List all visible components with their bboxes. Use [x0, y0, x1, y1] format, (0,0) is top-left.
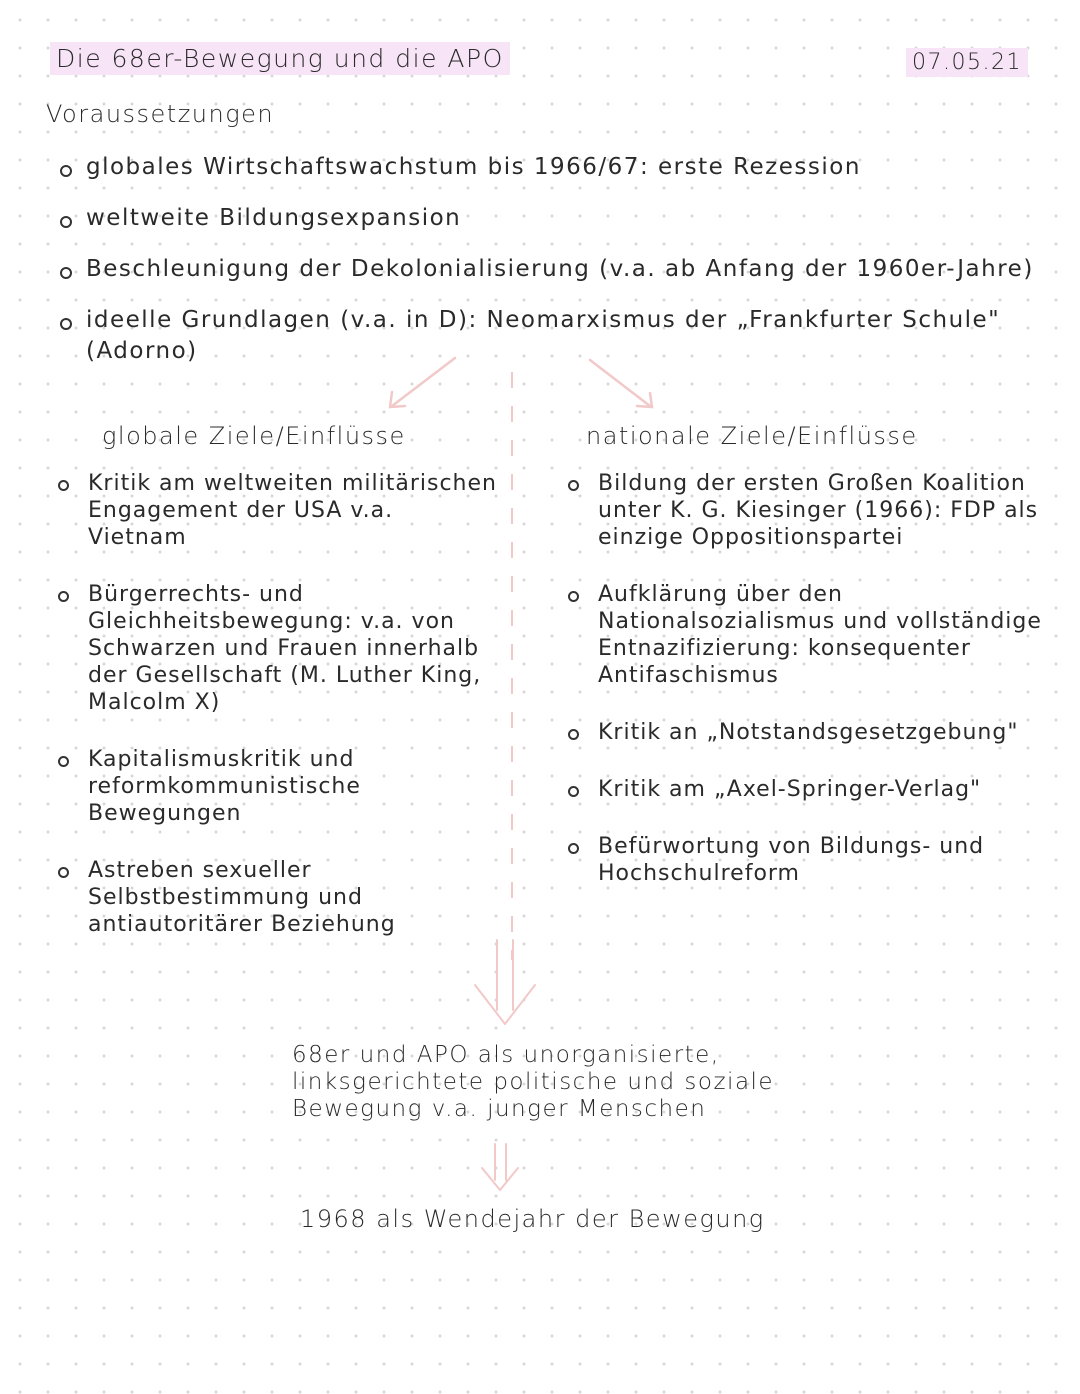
list-item: Befürwortung von Bildungs- und Hochschulreform: [568, 833, 1048, 887]
page-title: [50, 44, 510, 73]
national-heading: nationale Ziele/Einflüsse: [586, 422, 918, 450]
global-list: [58, 470, 498, 938]
preconditions-list: [58, 152, 1058, 387]
list-item: Aufklärung über den Nationalsozialismus und vollständige Entnazifizierung: konsequenter Antifaschismus: [568, 581, 1048, 689]
list-item: Kritik an „Notstandsgesetzgebung": [568, 719, 1048, 746]
global-heading: globale Ziele/Einflüsse: [102, 422, 406, 450]
global-column: [58, 422, 498, 968]
list-item: Kritik am „Axel-Springer-Verlag": [568, 776, 1048, 803]
list-item: globales Wirtschaftswachstum bis 1966/67: erste Rezession: [58, 152, 1058, 183]
page-title-text: Die 68er-Bewegung und die APO: [50, 42, 510, 75]
list-item: Bildung der ersten Großen Koalition unter K. G. Kiesinger (1966): FDP als einzige Oppositionspartei: [568, 470, 1048, 551]
conclusion-text: 68er und APO als unorganisierte, linksgerichtete politische und soziale Bewegung v.a. junger Menschen: [292, 1042, 775, 1122]
national-list: [568, 470, 1048, 887]
arrow-to-final: [482, 1144, 518, 1190]
list-item: ideelle Grundlagen (v.a. in D): Neomarxismus der „Frankfurter Schule" (Adorno): [58, 305, 1046, 367]
list-item: Astreben sexueller Selbstbestimmung und antiautoritärer Beziehung: [58, 857, 498, 938]
final-statement: 1968 als Wendejahr der Bewegung: [300, 1205, 765, 1233]
list-item: Kritik am weltweiten militärischen Engagement der USA v.a. Vietnam: [58, 470, 498, 551]
national-column: [568, 422, 1048, 917]
preconditions-heading: Voraussetzungen: [46, 100, 275, 128]
date-label: 07.05.21: [906, 48, 1028, 77]
list-item: Bürgerrechts- und Gleichheitsbewegung: v.a. von Schwarzen und Frauen innerhalb der Gesellschaft (M. Luther King, Malcolm X): [58, 581, 498, 716]
list-item: Kapitalismuskritik und reformkommunistische Bewegungen: [58, 746, 498, 827]
list-item: weltweite Bildungsexpansion: [58, 203, 1058, 234]
list-item: Beschleunigung der Dekolonialisierung (v.a. ab Anfang der 1960er-Jahre): [58, 254, 1058, 285]
